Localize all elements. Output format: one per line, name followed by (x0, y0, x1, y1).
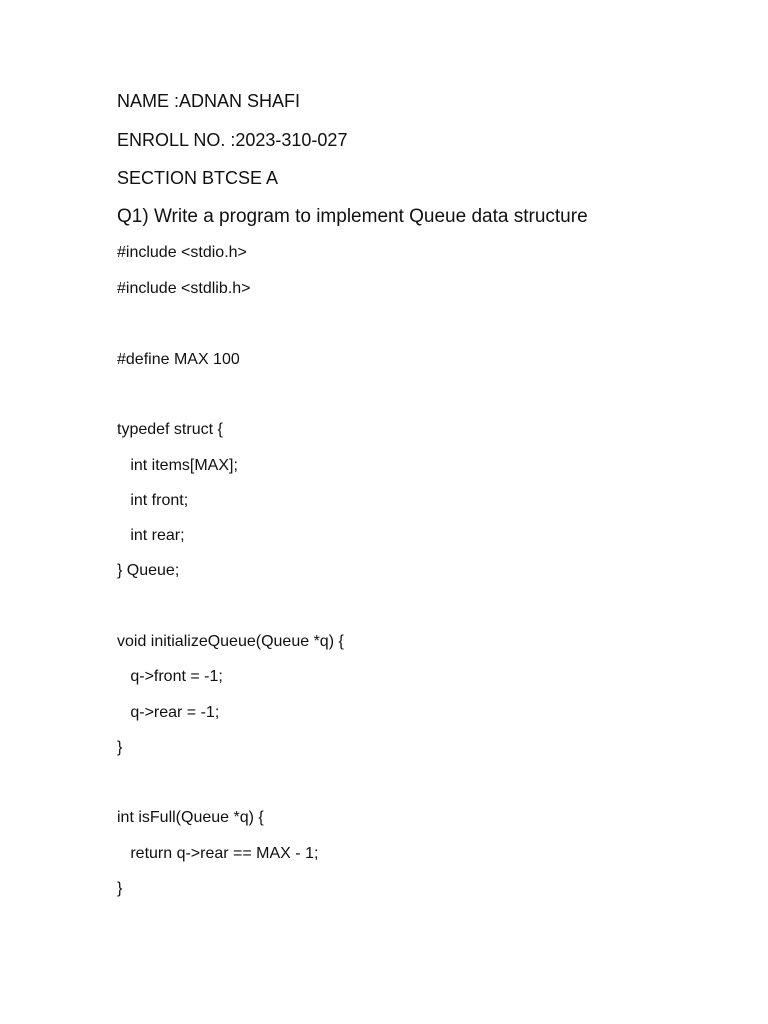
code-line: } (117, 880, 123, 897)
code-line: #define MAX 100 (117, 351, 240, 368)
code-line: void initializeQueue(Queue *q) { (117, 633, 344, 650)
code-line: return q->rear == MAX - 1; (117, 845, 319, 862)
question-title: Q1) Write a program to implement Queue data structure (117, 206, 588, 227)
code-line: #include <stdio.h> (117, 244, 247, 261)
code-line: typedef struct { (117, 421, 223, 438)
code-line: } Queue; (117, 562, 180, 579)
section-label: SECTION BTCSE A (117, 168, 279, 188)
student-name: NAME :ADNAN SHAFI (117, 91, 301, 111)
code-line: int front; (117, 492, 189, 509)
code-line: q->front = -1; (117, 668, 223, 685)
code-line: } (117, 739, 123, 756)
code-line: #include <stdlib.h> (117, 280, 251, 297)
enroll-number: ENROLL NO. :2023-310-027 (117, 130, 348, 150)
code-line: int rear; (117, 527, 185, 544)
code-line: q->rear = -1; (117, 704, 220, 721)
code-line: int isFull(Queue *q) { (117, 809, 264, 826)
code-line: int items[MAX]; (117, 457, 238, 474)
